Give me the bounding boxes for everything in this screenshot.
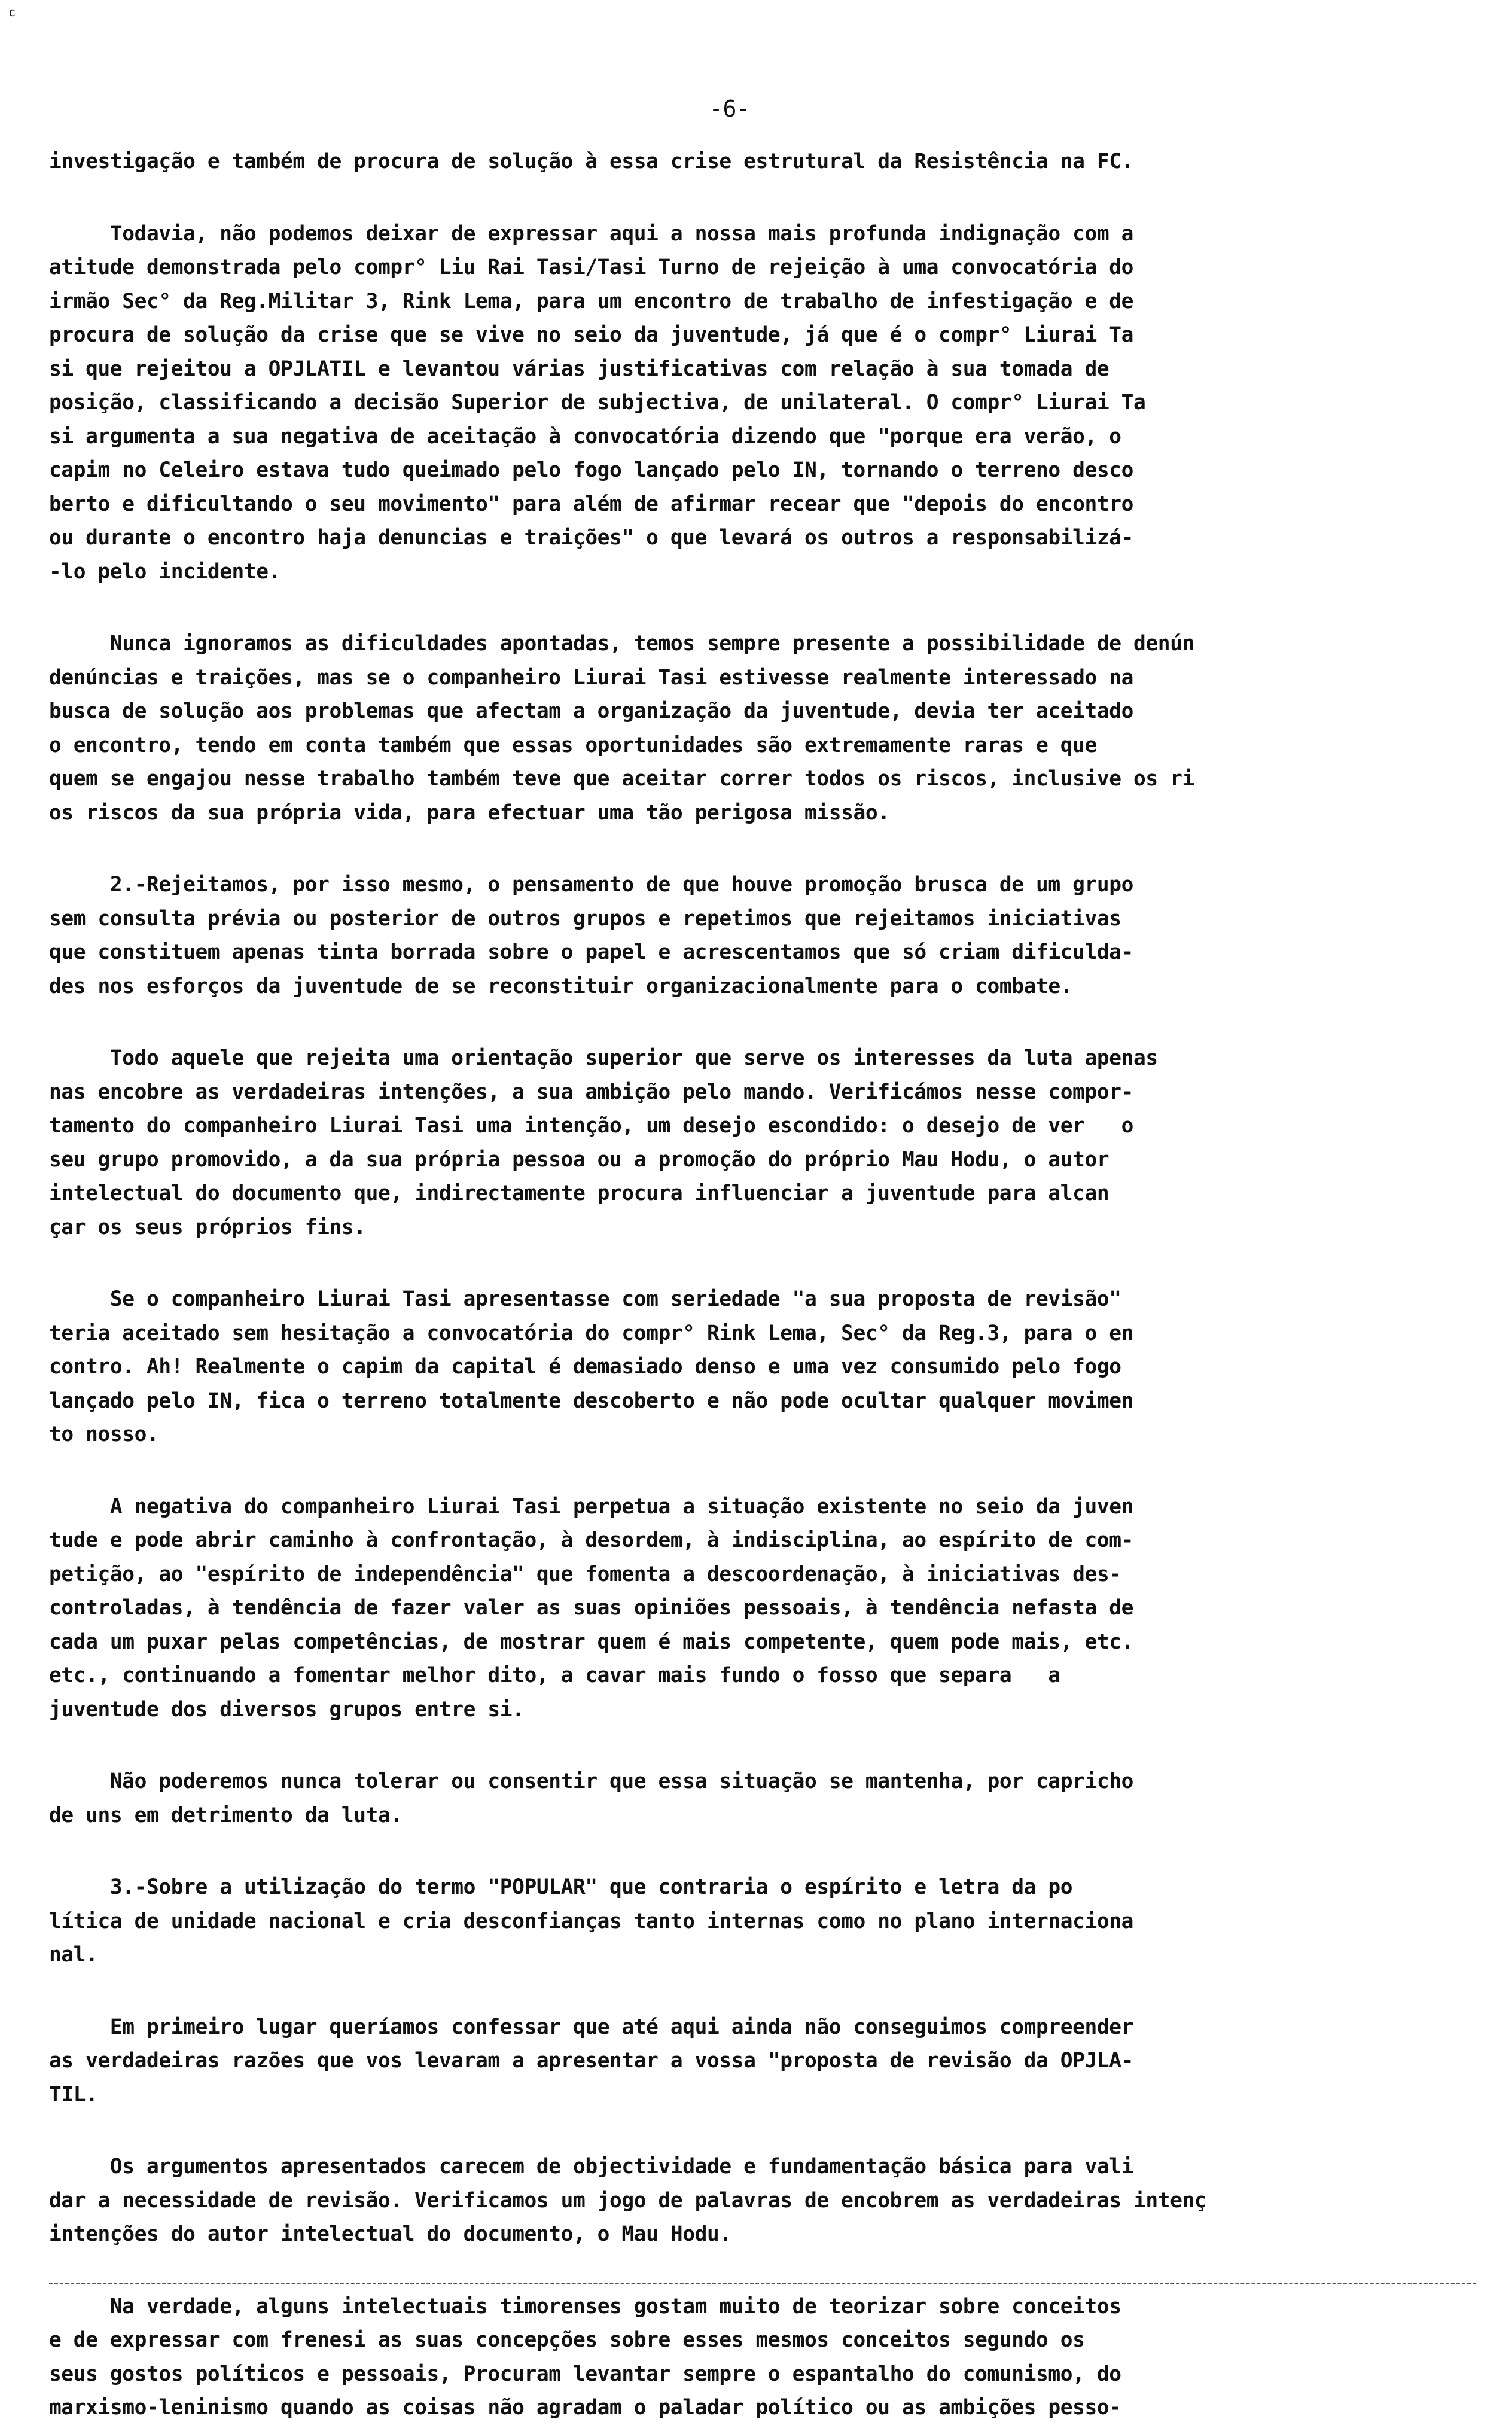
paragraph-point-3: 3.-Sobre a utilização do termo "POPULAR" que contraria o espírito e letra da po lítica de unidade nacional e cria desconfianças tanto internas como no plano internaciona nal. [49, 1875, 1133, 1967]
paragraph-intro-continuation: investigação e também de procura de solução à essa crise estrutural da Resistência na FC. [49, 150, 1133, 173]
paragraph-point-2: 2.-Rejeitamos, por isso mesmo, o pensamento de que houve promoção brusca de um grupo sem consulta prévia ou posterior de outros grupos e repetimos que rejeitamos iniciativas que constituem apenas tinta borrada sobre o papel e acrescentamos que só criam dificulda- des nos esforços da juventude de se reconstituir organizacionalmente para o combate. [49, 873, 1134, 998]
page-number: -6- [709, 96, 751, 122]
paragraph-se-o-companheiro: Se o companheiro Liurai Tasi apresentasse com seriedade "a sua proposta de revisão" teria aceitado sem hesitação a convocatória do compr° Rink Lema, Sec° da Reg.3, para o en contro. Ah! Realmente o capim da capital é demasiado denso e uma vez consumido pelo fogo lançado pelo IN, fica o terreno totalmente descoberto e não pode ocultar qualquer movimen to nosso. [49, 1287, 1133, 1446]
paragraph-na-verdade: Na verdade, alguns intelectuais timorenses gostam muito de teorizar sobre conceitos e de expressar com frenesi as suas concepções sobre esses mesmos conceitos segundo os seus gostos políticos e pessoais, Procuram levantar sempre o espantalho do comunismo, do marxismo-leninismo quando as coisas não agradam o paladar político ou as ambições pesso- [49, 2294, 1121, 2420]
paragraph-em-primeiro-lugar: Em primeiro lugar queríamos confessar que até aqui ainda não conseguimos compreender as verdadeiras razões que vos levaram a apresentar a vossa "proposta de revisão da OPJLA- TIL. [49, 2015, 1134, 2107]
paragraph-todavia: Todavia, não podemos deixar de expressar aqui a nossa mais profunda indignação com a atitude demonstrada pelo compr° Liu Rai Tasi/Tasi Turno de rejeição à uma convocatória do irmão Sec° da Reg.Militar 3, Rink Lema, para um encontro de trabalho de infestigação e de procura de solução da crise que se vive no seio da juventude, já que é o compr° Liurai Ta si que rejeitou a OPJLATIL e levantou várias justificativas com relação à sua tomada de posição, classificando a decisão Superior de subjectiva, de unilateral. O compr° Liurai Ta si argumenta a sua negativa de aceitação à convocatória dizendo que "porque era verão, o capim no Celeiro estava tudo queimado pelo fogo lançado pelo IN, tornando o terreno desco berto e dificultando o seu movimento" para além de afirmar recear que "depois do encontro ou durante o encontro haja denuncias e traições" o que levará os outros a responsabilizá- -lo pelo incidente. [49, 221, 1146, 584]
paragraph-a-negativa: A negativa do companheiro Liurai Tasi perpetua a situação existente no seio da juven tude e pode abrir caminho à confrontação, à desordem, à indisciplina, ao espírito de com- petição, ao "espírito de independência" que fomenta a descoordenação, à iniciativas des- controladas, à tendência de fazer valer as suas opiniões pessoais, à tendência nefasta de cada um puxar pelas competências, de mostrar quem é mais competente, quem pode mais, etc. etc., continuando a fomentar melhor dito, a cavar mais fundo o fosso que separa a juventude dos diversos grupos entre si. [49, 1494, 1134, 1722]
paragraph-nao-poderemos: Não poderemos nunca tolerar ou consentir que essa situação se mantenha, por capricho de uns em detrimento da luta. [49, 1769, 1134, 1827]
paragraph-todo-aquele: Todo aquele que rejeita uma orientação superior que serve os interesses da luta apenas nas encobre as verdadeiras intenções, a sua ambição pelo mando. Verificámos nesse compor- tamento do companheiro Liurai Tasi uma intenção, um desejo escondido: o desejo de ver o seu grupo promovido, a da sua própria pessoa ou a promoção do próprio Mau Hodu, o autor intelectual do documento que, indirectamente procura influenciar a juventude para alcan çar os seus próprios fins. [49, 1046, 1158, 1239]
paragraph-os-argumentos: Os argumentos apresentados carecem de objectividade e fundamentação básica para vali dar a necessidade de revisão. Verificamos um jogo de palavras de encobrem as verdadeiras intenç intenções do autor intelectual do documento, o Mau Hodu. [49, 2155, 1207, 2246]
paragraph-nunca-ignoramos: Nunca ignoramos as dificuldades apontadas, temos sempre presente a possibilidade de denún denúncias e traições, mas se o companheiro Liurai Tasi estivesse realmente interessado na busca de solução aos problemas que afectam a organização da juventude, devia ter aceitado o encontro, tendo em conta também que essas oportunidades são extremamente raras e que quem se engajou nesse trabalho também teve que aceitar correr todos os riscos, inclusive os ri os riscos da sua própria vida, para efectuar uma tão perigosa missão. [49, 632, 1194, 825]
corner-mark: c [8, 5, 16, 19]
bottom-scan-edge [49, 2283, 1476, 2284]
